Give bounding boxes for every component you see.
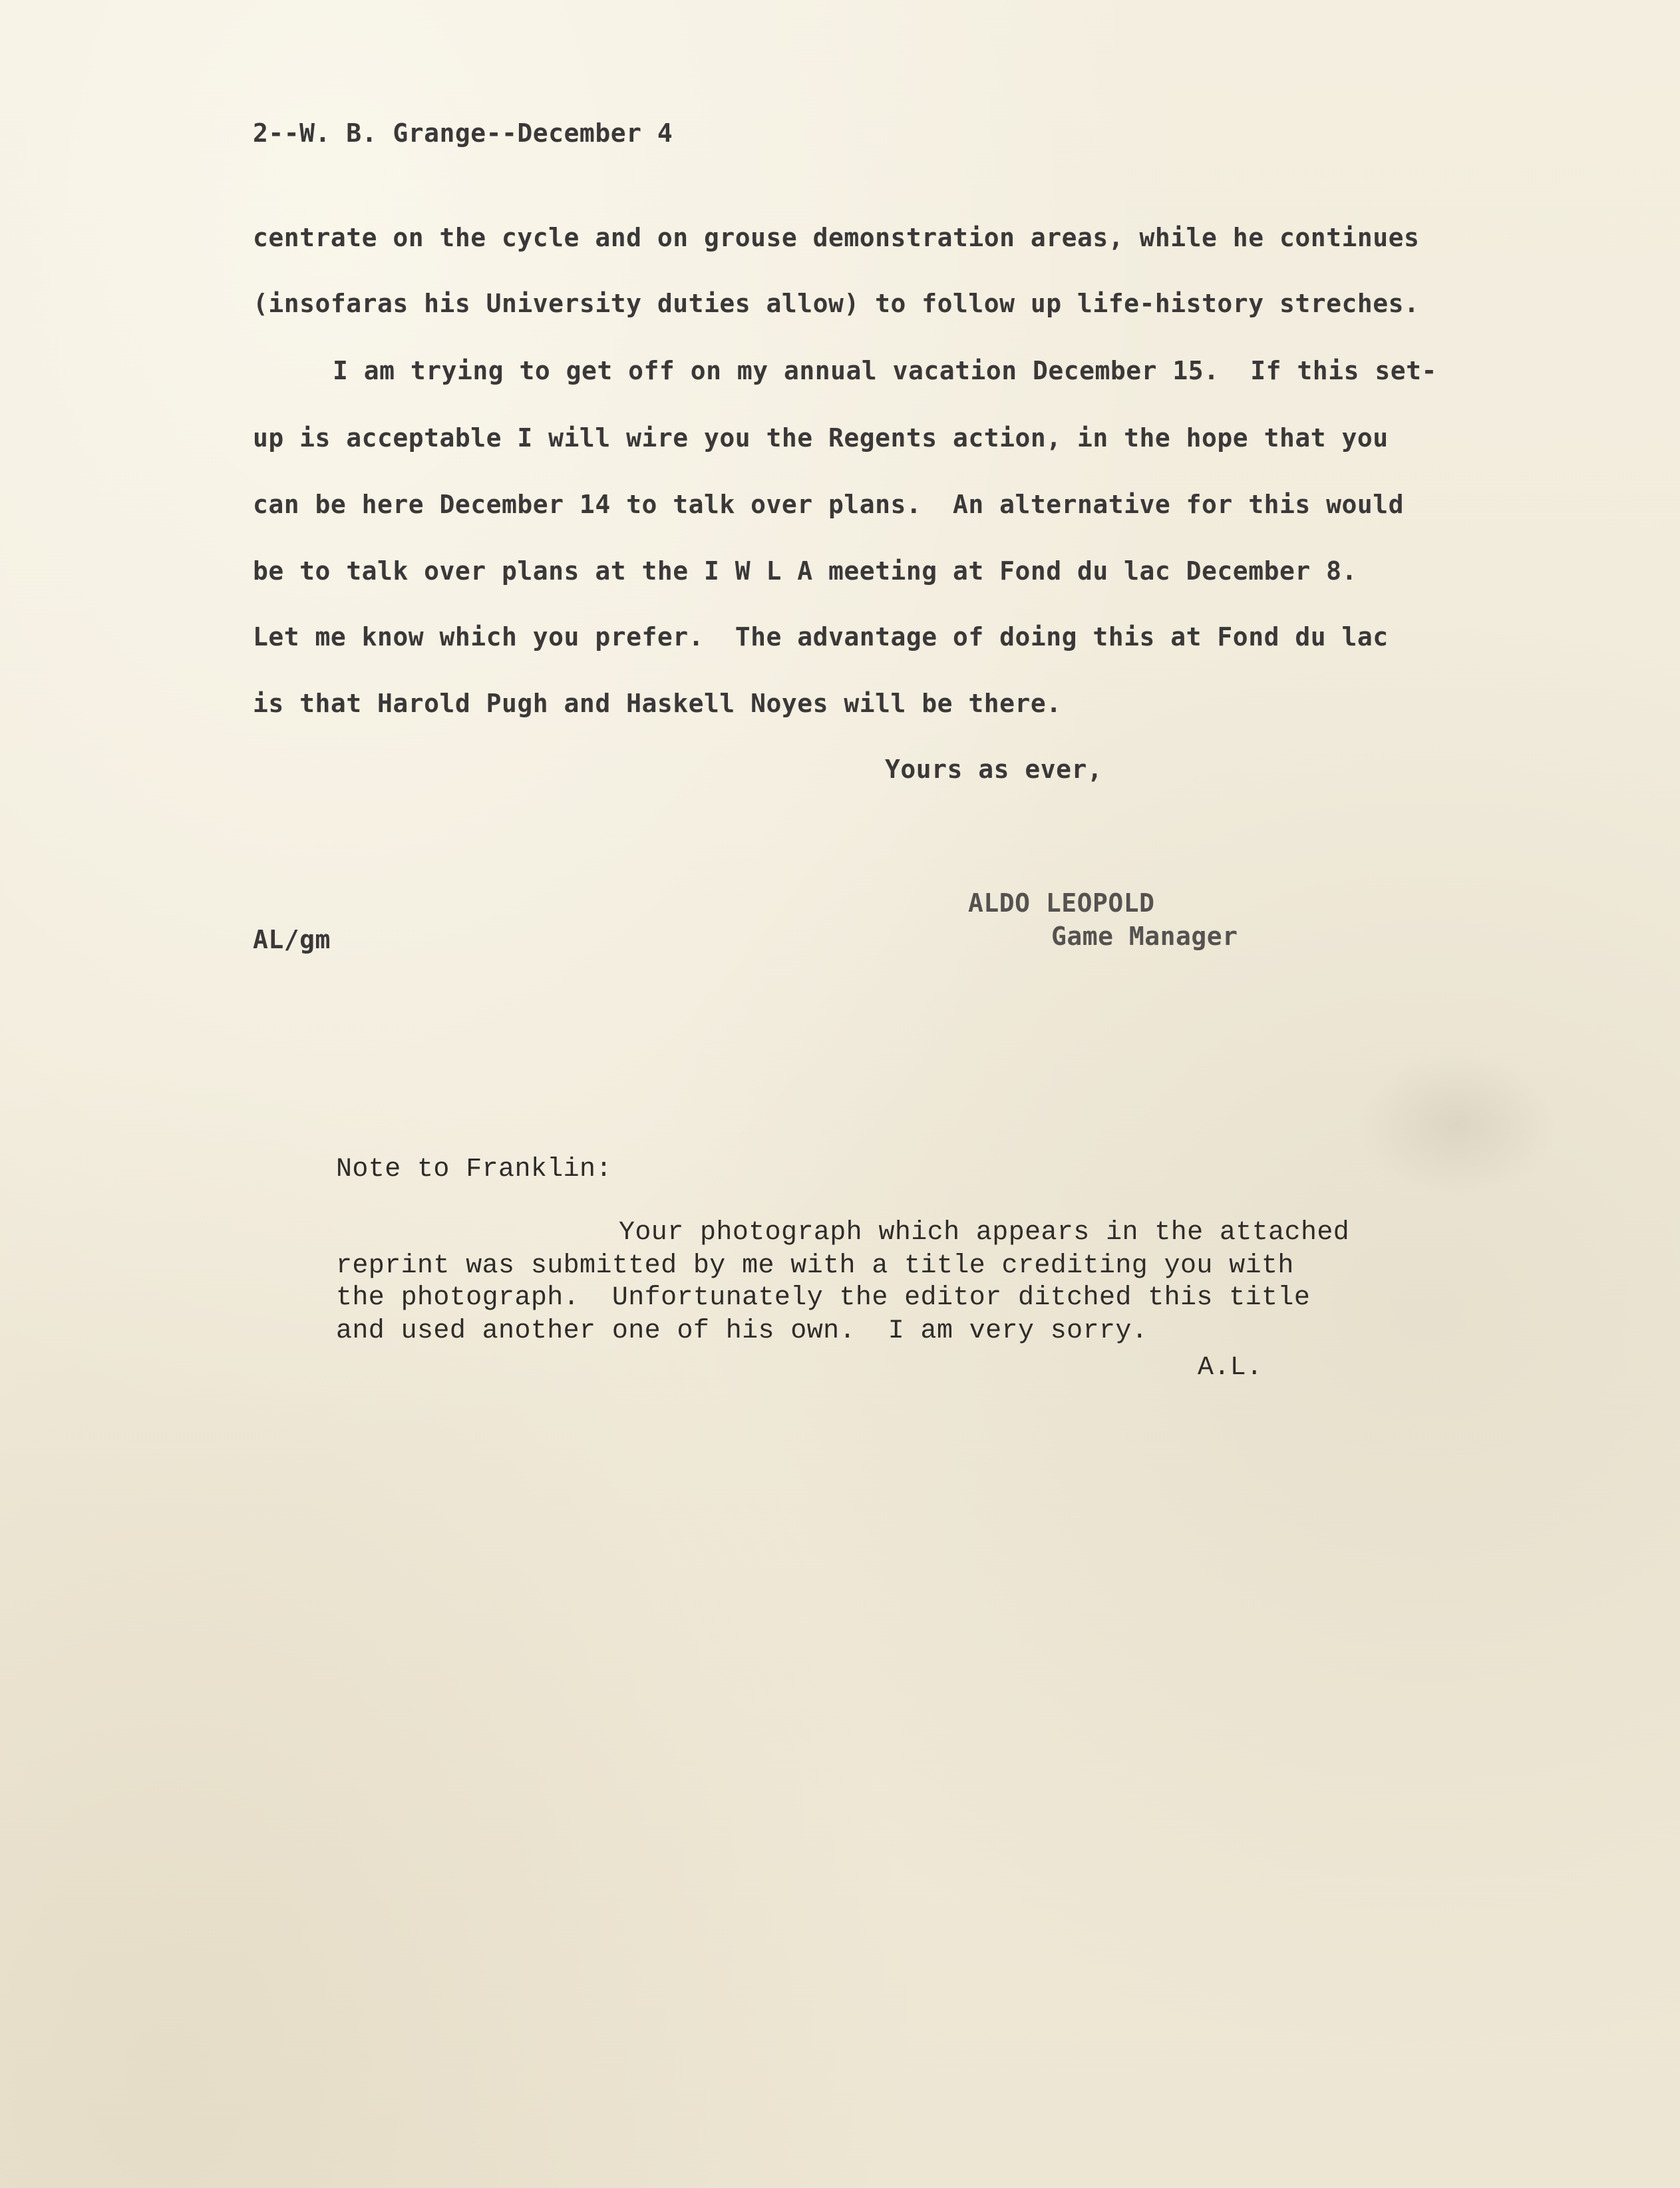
letter-body-line: (insofaras his University duties allow) to follow up life-history streches. (253, 289, 1420, 318)
note-signoff: A.L. (1198, 1353, 1263, 1383)
letter-body-line: centrate on the cycle and on grouse demonstration areas, while he continues (253, 223, 1420, 252)
note-heading: Note to Franklin: (336, 1155, 612, 1185)
note-line: the photograph. Unfortunately the editor ditched this title (336, 1283, 1311, 1313)
signature-name: ALDO LEOPOLD (968, 888, 1155, 918)
note-line: reprint was submitted by me with a title crediting you with (336, 1251, 1294, 1281)
letter-body-line: I am trying to get off on my annual vacation December 15. If this set- (333, 356, 1437, 385)
letter-body-line: be to talk over plans at the I W L A meeting at Fond du lac December 8. (253, 556, 1357, 586)
letter-body-line: is that Harold Pugh and Haskell Noyes will be there. (253, 689, 1062, 718)
signature-title: Game Manager (1051, 922, 1238, 951)
letter-closing: Yours as ever, (885, 755, 1103, 784)
letter-body-line: up is acceptable I will wire you the Regents action, in the hope that you (253, 423, 1389, 453)
note-line: Your photograph which appears in the attached (619, 1218, 1350, 1248)
letter-body-line: Let me know which you prefer. The advantage of doing this at Fond du lac (253, 622, 1389, 651)
paper-smudge (1357, 1051, 1557, 1198)
letter-body-line: can be here December 14 to talk over plans. An alternative for this would (253, 490, 1404, 519)
reference-initials: AL/gm (253, 925, 331, 954)
letter-header: 2--W. B. Grange--December 4 (253, 118, 673, 148)
note-line: and used another one of his own. I am very sorry. (336, 1316, 1148, 1346)
